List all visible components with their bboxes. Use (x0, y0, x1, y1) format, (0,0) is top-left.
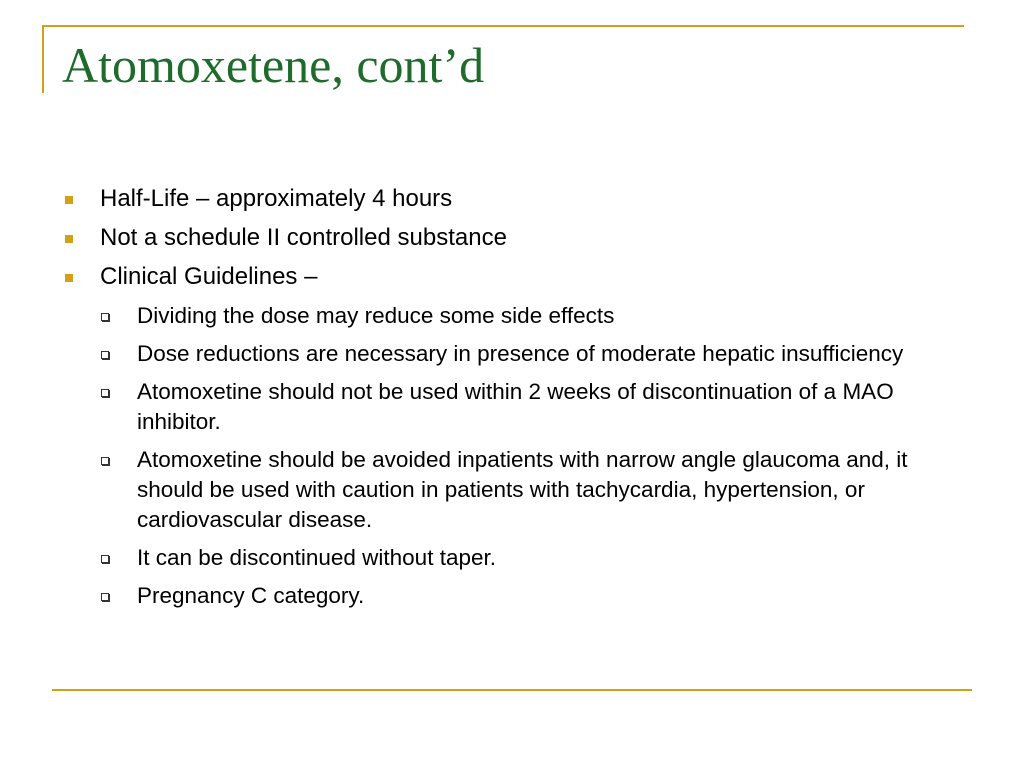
bullet-item (62, 184, 962, 214)
sub-bullet-item (100, 543, 949, 573)
hollow-square-bullet-icon (101, 457, 109, 465)
sub-bullet-item (100, 301, 949, 331)
bottom-border-line (52, 689, 972, 691)
hollow-square-bullet-icon (101, 351, 109, 359)
sub-bullet-item (100, 339, 949, 369)
sub-bullet-list (100, 301, 962, 611)
sub-bullet-text: Pregnancy C category. (137, 583, 365, 608)
square-bullet-icon (65, 196, 73, 204)
sub-bullet-text: Atomoxetine should be avoided inpatients with narrow angle glaucoma and, it should be used with caution in patients with tachycardia, hypertension, or cardiovascular disease. (137, 447, 908, 532)
bullet-list (62, 184, 962, 611)
sub-bullet-text: Dividing the dose may reduce some side effects (137, 303, 615, 328)
slide-body (62, 184, 962, 620)
sub-bullet-item (100, 377, 949, 437)
sub-bullet-text: Dose reductions are necessary in presence of moderate hepatic insufficiency (137, 341, 904, 366)
bullet-item (62, 262, 962, 611)
bullet-text: Half-Life – approximately 4 hours (100, 185, 453, 212)
square-bullet-icon (65, 235, 73, 243)
hollow-square-bullet-icon (101, 313, 109, 321)
square-bullet-icon (65, 274, 73, 282)
sub-bullet-text: It can be discontinued without taper. (137, 545, 496, 570)
bullet-item (62, 223, 962, 253)
top-border-line (42, 25, 964, 27)
bullet-text: Clinical Guidelines – (100, 263, 318, 290)
sub-bullet-item (100, 445, 949, 535)
hollow-square-bullet-icon (101, 593, 109, 601)
sub-bullet-text: Atomoxetine should not be used within 2 weeks of discontinuation of a MAO inhibitor. (137, 379, 894, 434)
slide-title: Atomoxetene, cont’d (62, 37, 485, 93)
bullet-text: Not a schedule II controlled substance (100, 224, 507, 251)
hollow-square-bullet-icon (101, 389, 109, 397)
sub-bullet-item (100, 581, 949, 611)
left-border-line (42, 25, 44, 93)
hollow-square-bullet-icon (101, 555, 109, 563)
